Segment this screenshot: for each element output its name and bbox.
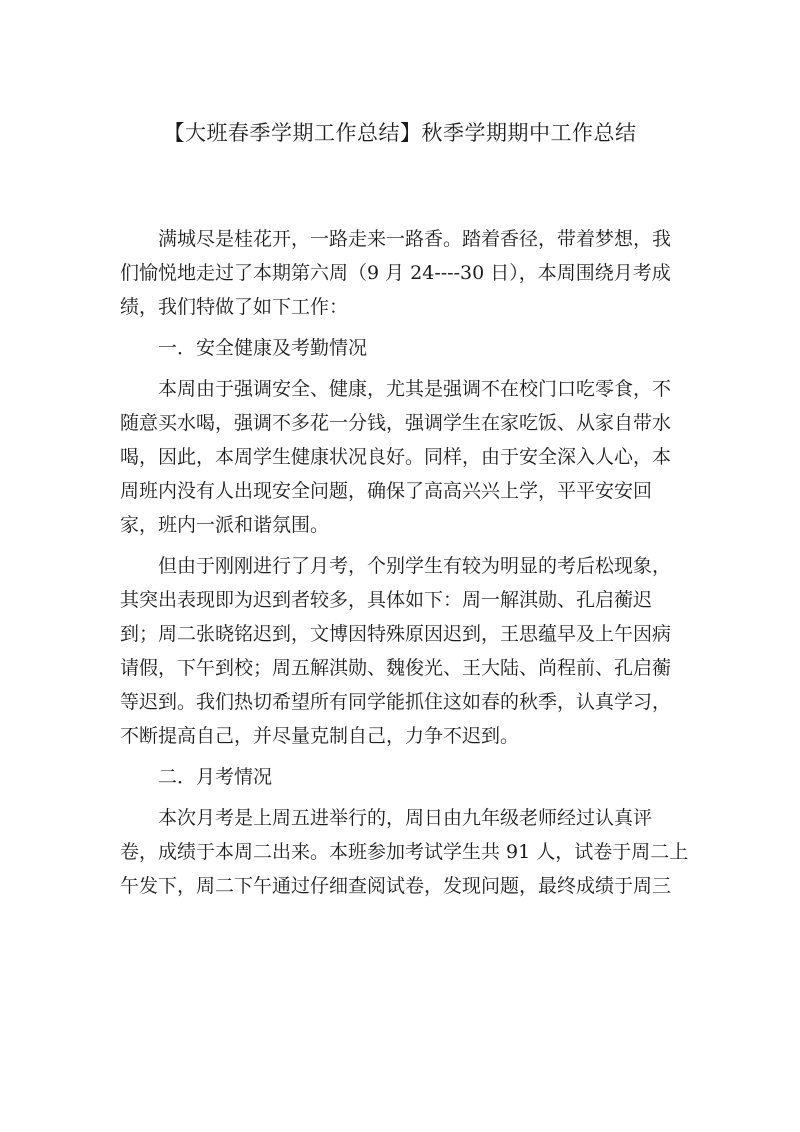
text-line: 不断提高自己，并尽量克制自己，力争不迟到。 — [120, 725, 520, 747]
text-line: 卷，成绩于本周二出来。本班参加考试学生共 91 人，试卷于周二上 — [120, 841, 689, 863]
text-line: 周班内没有人出现安全问题，确保了高高兴兴上学，平平安安回 — [120, 480, 653, 502]
document-title: 【大班春季学期工作总结】秋季学期期中工作总结 — [163, 121, 637, 145]
paragraph-exam — [120, 801, 689, 903]
heading-line: 二．月考情况 — [158, 766, 273, 788]
text-line: 家，班内一派和谐氛围。 — [120, 514, 330, 536]
text-line: 满城尽是桂花开，一路走来一路香。踏着香径，带着梦想，我 — [158, 228, 672, 250]
section-heading-safety — [120, 331, 680, 365]
text-line: 喝，因此，本周学生健康状况良好。同样，由于安全深入人心，本 — [120, 446, 672, 468]
paragraph-attendance — [120, 549, 680, 753]
text-line: 本次月考是上周五进举行的，周日由九年级老师经过认真评 — [158, 807, 653, 829]
heading-line: 一．安全健康及考勤情况 — [158, 337, 368, 359]
text-line: 其突出表现即为迟到者较多，具体如下：周一解淇勋、孔启蘅迟 — [120, 589, 653, 611]
text-line: 绩，我们特做了如下工作： — [120, 296, 349, 318]
text-line: 等迟到。我们热切希望所有同学能抓住这如春的秋季，认真学习， — [120, 691, 672, 713]
document-body — [120, 222, 689, 910]
text-line: 们愉悦地走过了本期第六周（9 月 24----30 日），本周围绕月考成 — [120, 262, 671, 284]
text-line: 本周由于强调安全、健康，尤其是强调不在校门口吃零食，不 — [158, 378, 672, 400]
text-line: 请假，下午到校；周五解淇勋、魏俊光、王大陆、尚程前、孔启蘅 — [120, 657, 672, 679]
text-line: 午发下，周二下午通过仔细查阅试卷，发现问题，最终成绩于周三 — [120, 875, 672, 897]
text-line: 到；周二张晓铭迟到，文博因特殊原因迟到，王思蕴早及上午因病 — [120, 623, 672, 645]
section-heading-exam — [120, 760, 680, 794]
text-line: 但由于刚刚进行了月考，个别学生有较为明显的考后松现象， — [158, 555, 672, 577]
text-line: 随意买水喝，强调不多花一分钱，强调学生在家吃饭、从家自带水 — [120, 412, 672, 434]
paragraph-intro — [120, 222, 680, 324]
paragraph-safety — [120, 372, 680, 542]
